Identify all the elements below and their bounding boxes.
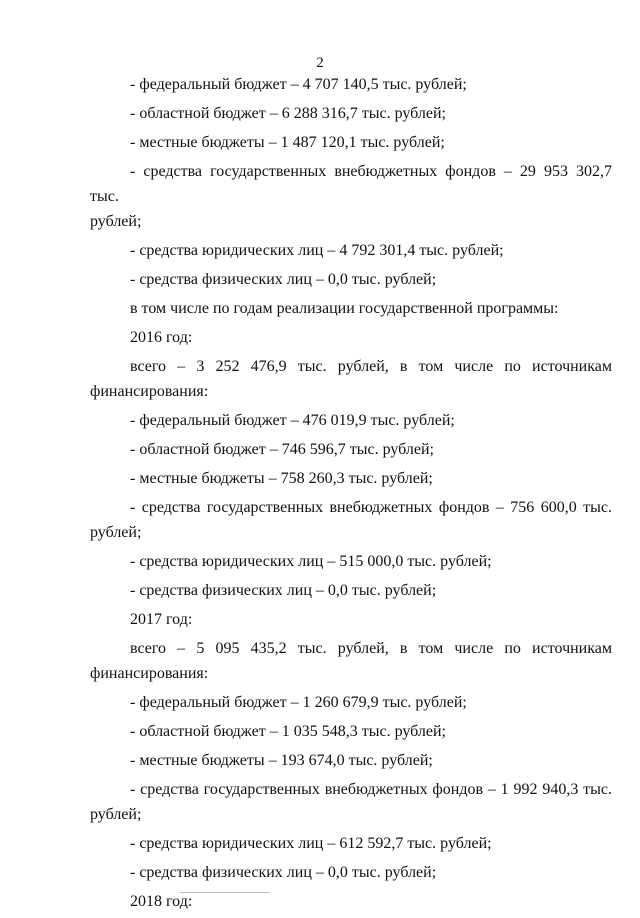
year-2017-heading: 2017 год: [130,611,193,628]
individuals-total: - средства физических лиц – 0,0 тыс. рублей; [130,271,437,288]
year-2017-total [90,636,612,686]
year-2016-total-line2: финансирования: [90,383,209,400]
year-2017-total-line1: всего – 5 095 435,2 тыс. рублей, в том числе по источникам [130,640,612,657]
year-2016-individuals: - средства физических лиц – 0,0 тыс. рублей; [130,582,437,599]
year-2016-federal: - федеральный бюджет – 476 019,9 тыс. рублей; [130,412,455,429]
year-2016-heading: 2016 год: [130,329,193,346]
legal-entities-total: - средства юридических лиц – 4 792 301,4 тыс. рублей; [130,242,504,259]
by-years-intro: в том числе по годам реализации государственной программы: [130,300,559,317]
year-2016-regional: - областной бюджет – 746 596,7 тыс. рублей; [130,441,434,458]
federal-budget-total: - федеральный бюджет – 4 707 140,5 тыс. рублей; [130,76,467,93]
year-2017-legal-entities: - средства юридических лиц – 612 592,7 тыс. рублей; [130,835,492,852]
local-budgets-total: - местные бюджеты – 1 487 120,1 тыс. рублей; [130,134,445,151]
year-2016-total [90,354,612,404]
year-2016-local: - местные бюджеты – 758 260,3 тыс. рублей; [130,470,433,487]
year-2016-legal-entities: - средства юридических лиц – 515 000,0 тыс. рублей; [130,553,492,570]
scan-edge-line [180,892,270,893]
year-2017-regional: - областной бюджет – 1 035 548,3 тыс. рублей; [130,723,446,740]
year-2017-federal: - федеральный бюджет – 1 260 679,9 тыс. рублей; [130,694,467,711]
regional-budget-total: - областной бюджет – 6 288 316,7 тыс. рублей; [130,105,446,122]
extrabudgetary-funds-total-line1: - средства государственных внебюджетных фондов – 29 953 302,7 тыс. [90,163,612,205]
year-2016-extrabudgetary [90,495,612,545]
year-2017-individuals: - средства физических лиц – 0,0 тыс. рублей; [130,864,437,881]
extrabudgetary-funds-total [90,159,612,234]
extrabudgetary-funds-total-line2: рублей; [90,213,142,230]
year-2016-total-line1: всего – 3 252 476,9 тыс. рублей, в том числе по источникам [130,358,612,375]
year-2017-extrabudgetary [90,777,612,827]
document-body [90,72,612,918]
year-2017-total-line2: финансирования: [90,665,209,682]
year-2017-local: - местные бюджеты – 193 674,0 тыс. рублей; [130,752,433,769]
year-2016-extrabudgetary-line2: рублей; [90,524,142,541]
page-number: 2 [316,55,324,71]
year-2016-extrabudgetary-line1: - средства государственных внебюджетных фондов – 756 600,0 тыс. [130,499,612,516]
year-2017-extrabudgetary-line1: - средства государственных внебюджетных фондов – 1 992 940,3 тыс. [130,781,612,798]
year-2017-extrabudgetary-line2: рублей; [90,806,142,823]
year-2018-heading: 2018 год: [130,893,193,910]
